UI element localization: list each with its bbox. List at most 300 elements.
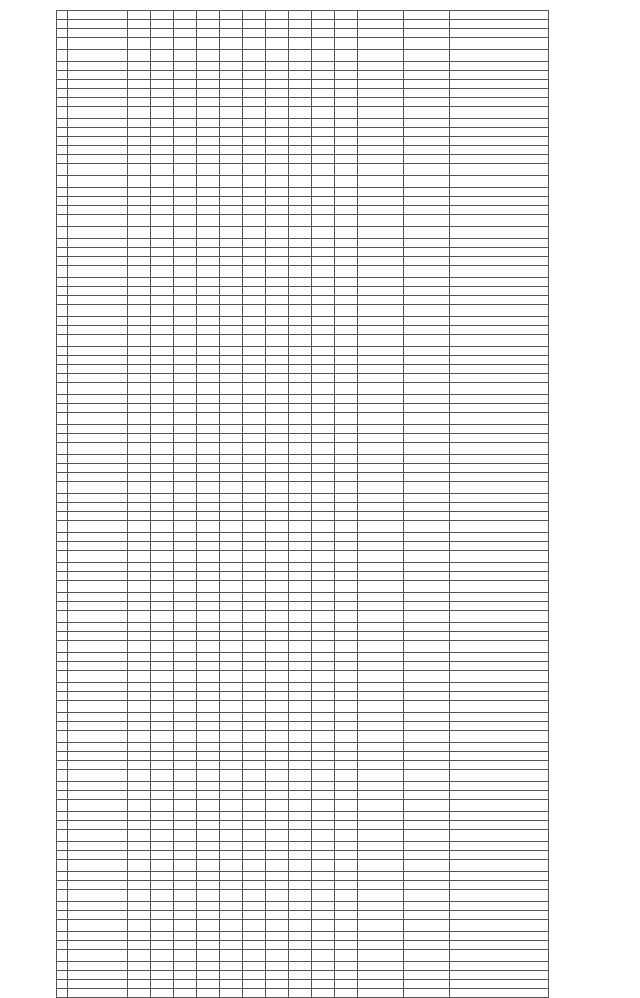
table-cell — [243, 971, 266, 980]
table-cell — [57, 248, 68, 257]
table-cell — [450, 80, 549, 89]
table-cell — [358, 563, 404, 572]
table-cell — [197, 188, 220, 197]
table-cell — [289, 80, 312, 89]
table-cell — [312, 317, 335, 326]
table-cell — [197, 830, 220, 842]
table-cell — [174, 593, 197, 602]
table-cell — [335, 551, 358, 563]
table-cell — [197, 50, 220, 62]
table-cell — [68, 89, 128, 98]
table-cell — [312, 950, 335, 962]
table-cell — [243, 842, 266, 851]
table-cell — [289, 800, 312, 812]
table-cell — [151, 671, 174, 683]
table-cell — [197, 257, 220, 266]
table-cell — [335, 119, 358, 128]
table-cell — [128, 239, 151, 248]
table-cell — [68, 623, 128, 632]
table-cell — [404, 611, 450, 623]
table-cell — [289, 731, 312, 743]
table-cell — [266, 563, 289, 572]
table-row — [57, 215, 549, 227]
table-cell — [243, 821, 266, 830]
table-cell — [128, 473, 151, 482]
table-cell — [335, 920, 358, 932]
table-cell — [312, 305, 335, 317]
table-row — [57, 464, 549, 473]
table-cell — [266, 821, 289, 830]
table-cell — [404, 881, 450, 890]
table-cell — [220, 872, 243, 881]
table-cell — [151, 146, 174, 155]
table-cell — [220, 473, 243, 482]
table-cell — [197, 632, 220, 641]
table-cell — [68, 365, 128, 374]
table-cell — [151, 920, 174, 932]
table-cell — [243, 305, 266, 317]
table-cell — [174, 62, 197, 71]
table-cell — [197, 950, 220, 962]
table-cell — [404, 692, 450, 701]
table-cell — [358, 335, 404, 347]
table-cell — [358, 830, 404, 842]
table-cell — [174, 482, 197, 494]
table-row — [57, 383, 549, 395]
table-row — [57, 188, 549, 197]
table-cell — [68, 521, 128, 533]
table-cell — [220, 572, 243, 581]
table-cell — [266, 920, 289, 932]
table-cell — [197, 434, 220, 443]
table-cell — [312, 941, 335, 950]
table-cell — [151, 443, 174, 455]
table-cell — [68, 494, 128, 503]
table-cell — [289, 761, 312, 770]
table-cell — [57, 512, 68, 521]
table-cell — [450, 464, 549, 473]
table-cell — [243, 227, 266, 239]
table-cell — [289, 683, 312, 692]
table-cell — [57, 215, 68, 227]
table-cell — [404, 278, 450, 287]
table-cell — [57, 50, 68, 62]
table-cell — [151, 521, 174, 533]
table-cell — [57, 317, 68, 326]
table-cell — [312, 743, 335, 752]
table-cell — [243, 197, 266, 206]
table-cell — [151, 239, 174, 248]
table-cell — [358, 581, 404, 593]
table-cell — [220, 770, 243, 782]
table-cell — [57, 821, 68, 830]
table-cell — [243, 881, 266, 890]
table-cell — [220, 503, 243, 512]
table-cell — [289, 98, 312, 107]
table-cell — [289, 164, 312, 176]
table-cell — [404, 962, 450, 971]
table-cell — [289, 752, 312, 761]
table-cell — [358, 503, 404, 512]
table-cell — [312, 791, 335, 800]
table-cell — [404, 248, 450, 257]
table-cell — [151, 434, 174, 443]
table-row — [57, 800, 549, 812]
table-cell — [220, 395, 243, 404]
table-cell — [289, 20, 312, 29]
table-cell — [128, 257, 151, 266]
table-cell — [335, 941, 358, 950]
table-cell — [289, 512, 312, 521]
table-cell — [289, 239, 312, 248]
table-cell — [289, 176, 312, 188]
table-row — [57, 851, 549, 860]
table-cell — [174, 365, 197, 374]
table-cell — [450, 98, 549, 107]
table-cell — [335, 62, 358, 71]
table-cell — [450, 980, 549, 989]
table-cell — [404, 821, 450, 830]
table-cell — [128, 335, 151, 347]
table-cell — [450, 563, 549, 572]
table-cell — [243, 641, 266, 653]
table-cell — [243, 692, 266, 701]
table-cell — [174, 215, 197, 227]
table-cell — [335, 692, 358, 701]
table-cell — [57, 155, 68, 164]
table-cell — [197, 971, 220, 980]
table-cell — [220, 731, 243, 743]
table-cell — [57, 374, 68, 383]
table-cell — [404, 89, 450, 98]
table-cell — [404, 872, 450, 881]
table-cell — [289, 473, 312, 482]
table-cell — [450, 722, 549, 731]
table-cell — [220, 215, 243, 227]
table-cell — [450, 155, 549, 164]
table-cell — [128, 11, 151, 20]
table-cell — [243, 374, 266, 383]
table-row — [57, 662, 549, 671]
table-cell — [197, 206, 220, 215]
table-cell — [151, 830, 174, 842]
table-cell — [450, 239, 549, 248]
table-cell — [289, 962, 312, 971]
table-cell — [128, 971, 151, 980]
table-cell — [174, 860, 197, 872]
table-cell — [335, 671, 358, 683]
table-cell — [197, 107, 220, 119]
table-cell — [68, 572, 128, 581]
table-cell — [243, 950, 266, 962]
table-cell — [151, 602, 174, 611]
table-cell — [358, 29, 404, 38]
table-cell — [68, 932, 128, 941]
table-cell — [404, 542, 450, 551]
table-cell — [151, 800, 174, 812]
table-cell — [358, 188, 404, 197]
table-cell — [450, 455, 549, 464]
table-cell — [243, 731, 266, 743]
table-cell — [151, 911, 174, 920]
table-cell — [174, 494, 197, 503]
table-cell — [312, 326, 335, 335]
table-cell — [243, 581, 266, 593]
table-cell — [57, 761, 68, 770]
table-cell — [197, 743, 220, 752]
table-cell — [174, 671, 197, 683]
table-cell — [68, 653, 128, 662]
table-cell — [151, 80, 174, 89]
table-cell — [68, 692, 128, 701]
table-cell — [220, 812, 243, 821]
table-cell — [335, 533, 358, 542]
table-cell — [197, 701, 220, 713]
table-cell — [151, 404, 174, 413]
table-cell — [266, 770, 289, 782]
table-cell — [174, 335, 197, 347]
table-cell — [174, 581, 197, 593]
table-cell — [312, 443, 335, 455]
table-cell — [128, 347, 151, 356]
table-cell — [335, 950, 358, 962]
table-cell — [266, 443, 289, 455]
table-cell — [243, 551, 266, 563]
table-cell — [128, 623, 151, 632]
table-row — [57, 494, 549, 503]
table-cell — [335, 305, 358, 317]
table-cell — [312, 842, 335, 851]
table-cell — [243, 542, 266, 551]
table-cell — [151, 980, 174, 989]
table-cell — [289, 872, 312, 881]
table-cell — [266, 215, 289, 227]
table-cell — [335, 227, 358, 239]
table-cell — [174, 296, 197, 305]
table-cell — [128, 128, 151, 137]
table-cell — [68, 278, 128, 287]
table-cell — [266, 632, 289, 641]
table-cell — [197, 305, 220, 317]
table-cell — [197, 239, 220, 248]
table-cell — [289, 119, 312, 128]
table-cell — [335, 563, 358, 572]
table-cell — [68, 464, 128, 473]
table-cell — [68, 911, 128, 920]
table-cell — [266, 980, 289, 989]
table-cell — [266, 365, 289, 374]
table-cell — [174, 761, 197, 770]
table-cell — [197, 932, 220, 941]
table-cell — [289, 248, 312, 257]
table-cell — [128, 851, 151, 860]
table-cell — [450, 443, 549, 455]
table-cell — [128, 911, 151, 920]
table-cell — [450, 335, 549, 347]
table-cell — [358, 770, 404, 782]
table-cell — [312, 71, 335, 80]
table-cell — [243, 911, 266, 920]
table-cell — [404, 551, 450, 563]
table-cell — [404, 464, 450, 473]
table-cell — [151, 107, 174, 119]
table-cell — [57, 146, 68, 155]
table-cell — [243, 683, 266, 692]
table-cell — [450, 206, 549, 215]
table-cell — [312, 563, 335, 572]
table-cell — [243, 80, 266, 89]
table-cell — [266, 662, 289, 671]
table-cell — [312, 542, 335, 551]
table-cell — [450, 137, 549, 146]
table-cell — [450, 404, 549, 413]
table-cell — [151, 512, 174, 521]
table-cell — [174, 395, 197, 404]
table-cell — [220, 413, 243, 425]
table-cell — [68, 434, 128, 443]
table-cell — [450, 521, 549, 533]
table-cell — [243, 266, 266, 278]
table-cell — [335, 641, 358, 653]
table-cell — [68, 611, 128, 623]
table-cell — [197, 197, 220, 206]
table-cell — [335, 374, 358, 383]
table-cell — [312, 980, 335, 989]
table-cell — [174, 248, 197, 257]
table-cell — [404, 581, 450, 593]
table-cell — [57, 911, 68, 920]
table-cell — [68, 188, 128, 197]
table-cell — [128, 176, 151, 188]
table-cell — [450, 128, 549, 137]
table-cell — [450, 533, 549, 542]
table-cell — [335, 107, 358, 119]
table-cell — [312, 98, 335, 107]
table-cell — [57, 563, 68, 572]
table-cell — [312, 383, 335, 395]
table-cell — [289, 632, 312, 641]
table-cell — [312, 641, 335, 653]
table-cell — [68, 890, 128, 902]
table-row — [57, 266, 549, 278]
table-cell — [57, 800, 68, 812]
table-cell — [57, 503, 68, 512]
table-cell — [312, 335, 335, 347]
table-cell — [68, 671, 128, 683]
table-cell — [358, 989, 404, 998]
table-cell — [151, 356, 174, 365]
table-cell — [220, 902, 243, 911]
table-cell — [57, 881, 68, 890]
table-cell — [220, 296, 243, 305]
table-cell — [197, 662, 220, 671]
table-cell — [289, 305, 312, 317]
table-cell — [174, 128, 197, 137]
table-cell — [450, 932, 549, 941]
table-row — [57, 653, 549, 662]
table-cell — [128, 950, 151, 962]
table-cell — [128, 932, 151, 941]
table-cell — [220, 683, 243, 692]
table-cell — [358, 932, 404, 941]
table-cell — [289, 521, 312, 533]
table-cell — [197, 902, 220, 911]
table-cell — [358, 641, 404, 653]
table-cell — [220, 722, 243, 731]
table-cell — [335, 404, 358, 413]
table-cell — [174, 563, 197, 572]
table-cell — [151, 812, 174, 821]
table-cell — [174, 572, 197, 581]
table-cell — [243, 761, 266, 770]
table-cell — [335, 872, 358, 881]
table-cell — [220, 374, 243, 383]
table-cell — [174, 971, 197, 980]
table-cell — [404, 731, 450, 743]
table-cell — [128, 38, 151, 50]
table-cell — [450, 623, 549, 632]
table-cell — [312, 188, 335, 197]
table-cell — [404, 662, 450, 671]
table-cell — [220, 950, 243, 962]
table-cell — [174, 11, 197, 20]
table-cell — [151, 632, 174, 641]
table-cell — [197, 842, 220, 851]
table-cell — [335, 287, 358, 296]
table-cell — [68, 413, 128, 425]
table-cell — [266, 989, 289, 998]
table-cell — [266, 551, 289, 563]
table-cell — [68, 425, 128, 434]
table-cell — [220, 860, 243, 872]
table-cell — [128, 731, 151, 743]
table-cell — [197, 482, 220, 494]
table-cell — [128, 800, 151, 812]
table-row — [57, 791, 549, 800]
table-cell — [289, 860, 312, 872]
table-cell — [312, 434, 335, 443]
table-cell — [312, 653, 335, 662]
table-cell — [68, 830, 128, 842]
table-cell — [57, 632, 68, 641]
table-cell — [174, 119, 197, 128]
table-cell — [358, 38, 404, 50]
table-cell — [404, 653, 450, 662]
table-cell — [174, 731, 197, 743]
table-row — [57, 872, 549, 881]
table-cell — [68, 395, 128, 404]
table-cell — [243, 701, 266, 713]
table-cell — [358, 950, 404, 962]
table-cell — [312, 164, 335, 176]
table-cell — [197, 356, 220, 365]
table-cell — [68, 902, 128, 911]
table-cell — [335, 176, 358, 188]
table-cell — [68, 50, 128, 62]
table-cell — [404, 176, 450, 188]
table-cell — [151, 731, 174, 743]
table-cell — [312, 533, 335, 542]
table-cell — [220, 842, 243, 851]
table-cell — [312, 932, 335, 941]
table-row — [57, 176, 549, 188]
table-cell — [358, 860, 404, 872]
table-cell — [450, 257, 549, 266]
table-cell — [128, 641, 151, 653]
table-cell — [335, 239, 358, 248]
table-cell — [266, 50, 289, 62]
table-cell — [128, 941, 151, 950]
